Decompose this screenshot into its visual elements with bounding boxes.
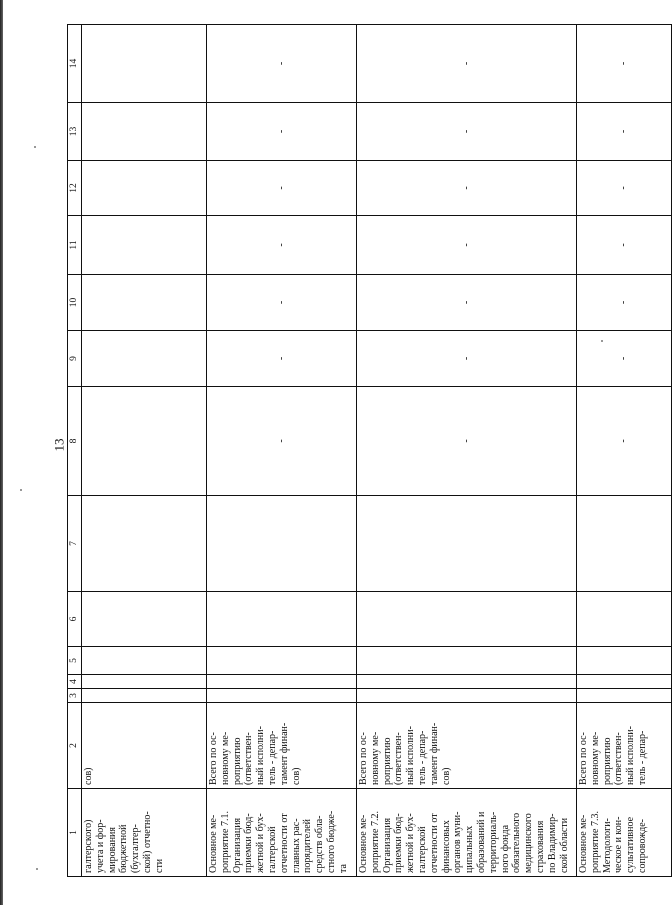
scan-speck <box>36 868 38 870</box>
value-cell-col-11: - <box>577 216 672 275</box>
page-number: 13 <box>51 438 67 452</box>
value-cell-col-11: - <box>207 216 357 275</box>
value-cell-col-4 <box>207 675 357 689</box>
column-number-14: 14 <box>68 25 82 103</box>
program-table <box>67 24 672 877</box>
program-table-rotated <box>67 25 648 877</box>
value-cell-col-6 <box>357 592 577 647</box>
column-number-13: 13 <box>68 103 82 161</box>
value-cell-col-8: - <box>357 387 577 496</box>
column-number-11: 11 <box>68 216 82 275</box>
column-number-7: 7 <box>68 496 82 592</box>
value-cell-col-5 <box>207 647 357 675</box>
activity-name-cell: Основное ме- роприятие 7.1. Организация приемки бюд- жетной и бух- галтерской отчетности от главных рас- порядителей средств обла- стного бюдже- та <box>207 789 357 877</box>
activity-name-cell: галтерского) учета и фор- мирования бюджетной (бухгалтер- ской) отчетно- сти <box>82 789 207 877</box>
table-row <box>577 25 672 877</box>
value-cell-col-8 <box>82 387 207 496</box>
value-cell-col-5 <box>82 647 207 675</box>
value-cell-col-9: - <box>357 331 577 387</box>
value-cell-col-10: - <box>577 275 672 331</box>
value-cell-col-3 <box>357 689 577 703</box>
value-cell-col-5 <box>357 647 577 675</box>
value-cell-col-13: - <box>577 103 672 161</box>
value-cell-col-4 <box>577 675 672 689</box>
value-cell-col-7 <box>82 496 207 592</box>
responsible-executor-cell: Всего по ос- новному ме- роприятию (ответствен- ный исполни- тель - депар- <box>577 703 672 789</box>
column-number-8: 8 <box>68 387 82 496</box>
value-cell-col-10 <box>82 275 207 331</box>
value-cell-col-10: - <box>357 275 577 331</box>
value-cell-col-4 <box>357 675 577 689</box>
value-cell-col-11: - <box>357 216 577 275</box>
value-cell-col-7 <box>357 496 577 592</box>
scan-speck <box>34 146 36 148</box>
value-cell-col-5 <box>577 647 672 675</box>
value-cell-col-12 <box>82 161 207 216</box>
value-cell-col-6 <box>82 592 207 647</box>
value-cell-col-7 <box>577 496 672 592</box>
value-cell-col-10: - <box>207 275 357 331</box>
column-number-6: 6 <box>68 592 82 647</box>
value-cell-col-4 <box>82 675 207 689</box>
value-cell-col-13 <box>82 103 207 161</box>
column-number-9: 9 <box>68 331 82 387</box>
scan-speck <box>20 489 22 491</box>
program-table-wrapper <box>67 25 648 877</box>
value-cell-col-3 <box>82 689 207 703</box>
header-row <box>68 25 82 877</box>
value-cell-col-11 <box>82 216 207 275</box>
value-cell-col-14: - <box>577 25 672 103</box>
value-cell-col-12: - <box>577 161 672 216</box>
value-cell-col-12: - <box>357 161 577 216</box>
value-cell-col-6 <box>207 592 357 647</box>
value-cell-col-8: - <box>207 387 357 496</box>
value-cell-col-14: - <box>207 25 357 103</box>
value-cell-col-3 <box>577 689 672 703</box>
activity-name-cell: Основное ме- роприятие 7.3. Методологи- ческое и кон- сультативное сопровожде- <box>577 789 672 877</box>
column-number-1: 1 <box>68 789 82 877</box>
responsible-executor-cell: Всего по ос- новному ме- роприятию (ответствен- ный исполни- тель - депар- тамент финан- сов) <box>357 703 577 789</box>
value-cell-col-9: - <box>207 331 357 387</box>
value-cell-col-3 <box>207 689 357 703</box>
value-cell-col-13: - <box>207 103 357 161</box>
value-cell-col-14 <box>82 25 207 103</box>
value-cell-col-9 <box>82 331 207 387</box>
column-number-12: 12 <box>68 161 82 216</box>
activity-name-cell: Основное ме- роприятие 7.2. Организация приемки бюд- жетной и бух- галтерской отчетности от финансовых органов муни- ципальных образований и территориаль- ного фонда обязательного медицинского страхования по Владимир- ской области <box>357 789 577 877</box>
column-number-5: 5 <box>68 647 82 675</box>
table-row <box>82 25 207 877</box>
scan-edge <box>0 0 3 905</box>
value-cell-col-8: - <box>577 387 672 496</box>
responsible-executor-cell: сов) <box>82 703 207 789</box>
table-row <box>357 25 577 877</box>
responsible-executor-cell: Всего по ос- новному ме- роприятию (ответствен- ный исполни- тель - депар- тамент финан- сов) <box>207 703 357 789</box>
column-number-10: 10 <box>68 275 82 331</box>
column-number-4: 4 <box>68 675 82 689</box>
value-cell-col-7 <box>207 496 357 592</box>
value-cell-col-9: - <box>577 331 672 387</box>
table-row <box>207 25 357 877</box>
value-cell-col-12: - <box>207 161 357 216</box>
value-cell-col-6 <box>577 592 672 647</box>
column-number-2: 2 <box>68 703 82 789</box>
table-body <box>82 25 672 877</box>
value-cell-col-13: - <box>357 103 577 161</box>
value-cell-col-14: - <box>357 25 577 103</box>
column-number-3: 3 <box>68 689 82 703</box>
